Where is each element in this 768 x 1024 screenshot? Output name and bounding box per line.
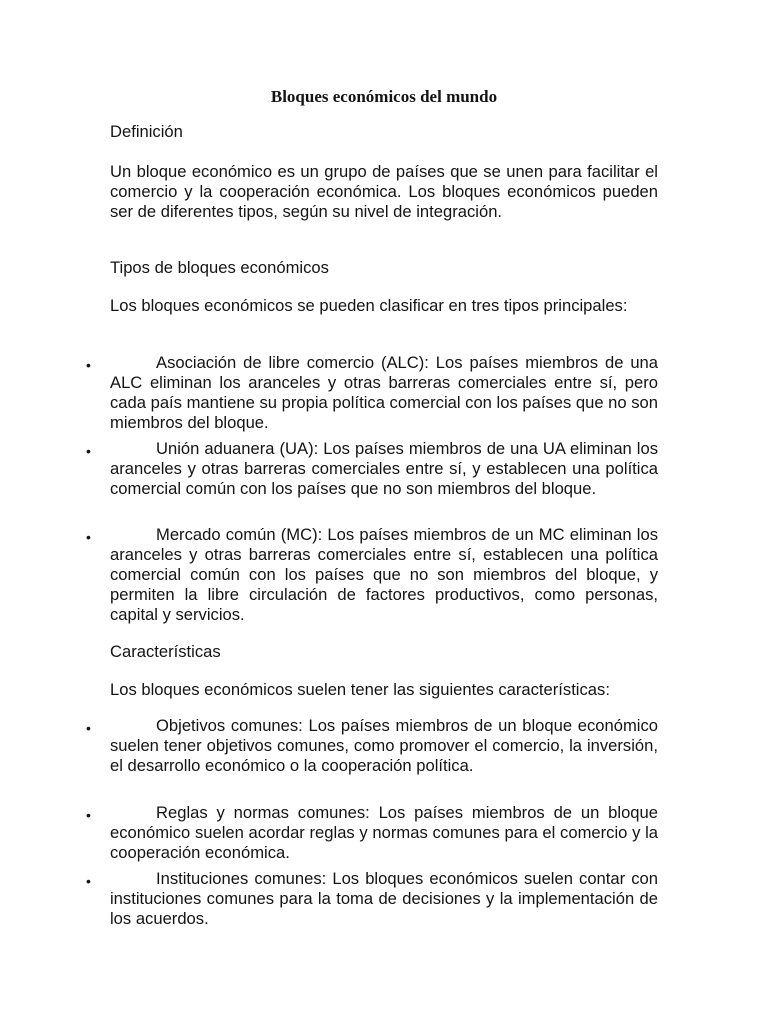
list-item-mc: Mercado común (MC): Los países miembros de un MC eliminan los aranceles y otras barreras comerciales entre sí, establecen una política comercial común con los países que no son miembros del bloque, y permiten la libre circulación de factores productivos, como personas, capital y servicios. (110, 525, 658, 624)
bullet-marker: • (86, 529, 91, 545)
list-item-objetivos: Objetivos comunes: Los países miembros de un bloque económico suelen tener objetivos comunes, como promover el comercio, la inversión, el desarrollo económico o la cooperación política. (110, 716, 658, 775)
list-item-ua: Unión aduanera (UA): Los países miembros de una UA eliminan los aranceles y otras barreras comerciales entre sí, y establecen una política comercial común con los países que no son miembros del bloque. (110, 439, 658, 498)
bullet-marker: • (86, 807, 91, 823)
document-title: Bloques económicos del mundo (270, 87, 498, 106)
bullet-marker: • (86, 443, 91, 459)
list-item-reglas: Reglas y normas comunes: Los países miembros de un bloque económico suelen acordar reglas y normas comunes para el comercio y la cooperación económica. (110, 803, 658, 862)
paragraph-caracteristicas: Los bloques económicos suelen tener las siguientes características: (110, 680, 610, 699)
paragraph-definicion: Un bloque económico es un grupo de países que se unen para facilitar el comercio y la cooperación económica. Los bloques económicos pueden ser de diferentes tipos, según su nivel de integración. (110, 162, 658, 221)
paragraph-tipos: Los bloques económicos se pueden clasificar en tres tipos principales: (110, 296, 628, 315)
list-item-instituciones: Instituciones comunes: Los bloques económicos suelen contar con instituciones comunes para la toma de decisiones y la implementación de los acuerdos. (110, 869, 658, 928)
heading-caracteristicas: Características (110, 642, 221, 661)
heading-tipos: Tipos de bloques económicos (110, 258, 329, 277)
bullet-marker: • (86, 357, 91, 373)
list-item-alc: Asociación de libre comercio (ALC): Los países miembros de una ALC eliminan los aranceles y otras barreras comerciales entre sí, pero cada país mantiene su propia política comercial con los países que no son miembros del bloque. (110, 353, 658, 432)
bullet-marker: • (86, 720, 91, 736)
heading-definicion: Definición (110, 122, 183, 141)
bullet-marker: • (86, 873, 91, 889)
